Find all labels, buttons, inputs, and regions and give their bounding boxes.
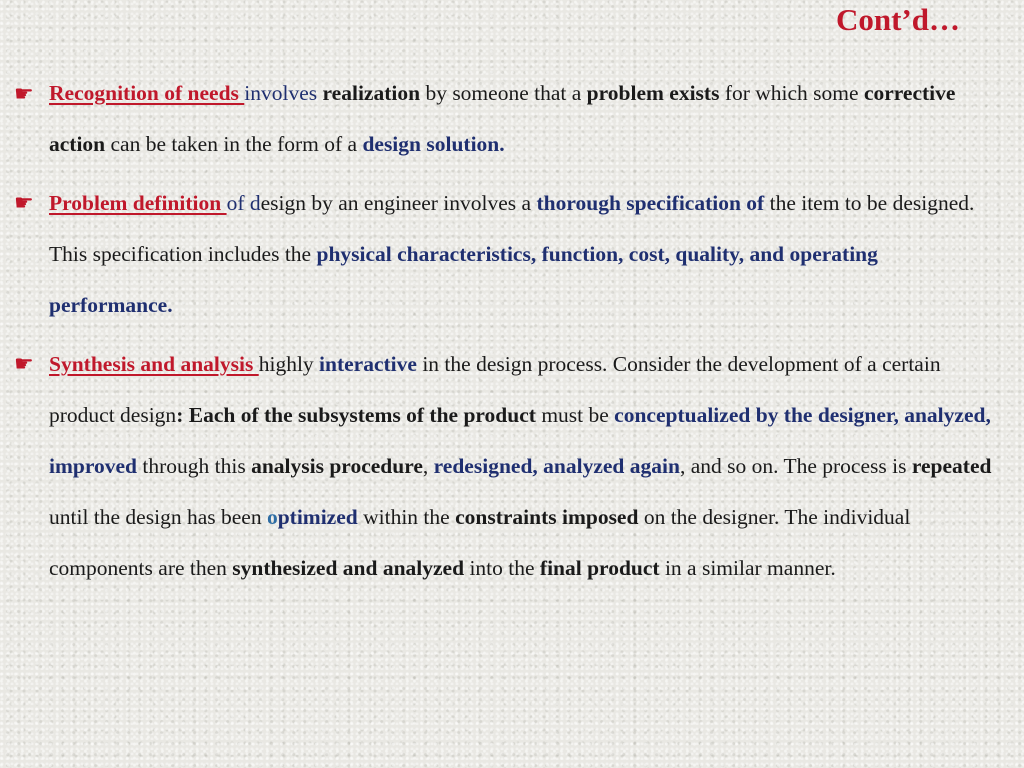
paragraph-problem-definition [49, 178, 999, 331]
text-segment: in the design process. Consider the development of a certain product design [49, 352, 941, 427]
pointing-hand-icon: ☛ [14, 81, 34, 106]
highlighted-phrase: conceptualized by the designer, analyzed, improved [49, 403, 991, 478]
text-segment: within the [357, 505, 456, 529]
paragraph-synthesis-and-analysis [49, 339, 999, 594]
highlighted-phrase: physical characteristics, function, cost, quality, and operating performance. [49, 242, 878, 317]
text-segment: on the designer. The individual components are then [49, 505, 911, 580]
text-segment: , [422, 454, 434, 478]
text-segment: , and so on. The process is [679, 454, 912, 478]
highlighted-phrase: ptimized [277, 505, 358, 529]
highlighted-phrase: of d [226, 191, 261, 215]
highlighted-phrase: involves [244, 81, 323, 105]
highlighted-phrase: problem exists [586, 81, 720, 105]
text-segment: esign by an engineer involves a [260, 191, 537, 215]
highlighted-phrase: thorough specification of [536, 191, 765, 215]
pointing-hand-icon: ☛ [14, 351, 34, 376]
text-segment: must be [535, 403, 615, 427]
text-segment: can be taken in the form of a [105, 132, 363, 156]
highlighted-phrase: design solution. [362, 132, 505, 156]
text-segment: highly [258, 352, 320, 376]
text-segment: into the [464, 556, 540, 580]
text-segment: the item to be designed. This specification includes the [49, 191, 975, 266]
highlighted-phrase: repeated [911, 454, 992, 478]
highlighted-phrase: o [266, 505, 278, 529]
slide-title: Cont’d… [835, 2, 960, 37]
highlighted-phrase: final product [539, 556, 660, 580]
highlighted-phrase: : Each of the subsystems of the product [176, 403, 536, 427]
highlighted-phrase: constraints imposed [455, 505, 639, 529]
text-segment: by someone that a [420, 81, 587, 105]
text-segment: for which some [719, 81, 864, 105]
highlighted-phrase: analysis procedure [251, 454, 423, 478]
term-heading: Problem definition [49, 191, 227, 215]
highlighted-phrase: redesigned, analyzed again [433, 454, 680, 478]
highlighted-phrase: realization [322, 81, 421, 105]
text-segment: through this [137, 454, 252, 478]
term-heading: Recognition of needs [49, 81, 245, 105]
highlighted-phrase: corrective action [49, 81, 956, 156]
pointing-hand-icon: ☛ [14, 190, 34, 215]
highlighted-phrase: interactive [319, 352, 417, 376]
text-segment: until the design has been [49, 505, 267, 529]
term-heading: Synthesis and analysis [49, 352, 259, 376]
text-segment: in a similar manner. [659, 556, 836, 580]
highlighted-phrase: synthesized and analyzed [232, 556, 465, 580]
paragraph-recognition-of-needs [49, 68, 999, 170]
